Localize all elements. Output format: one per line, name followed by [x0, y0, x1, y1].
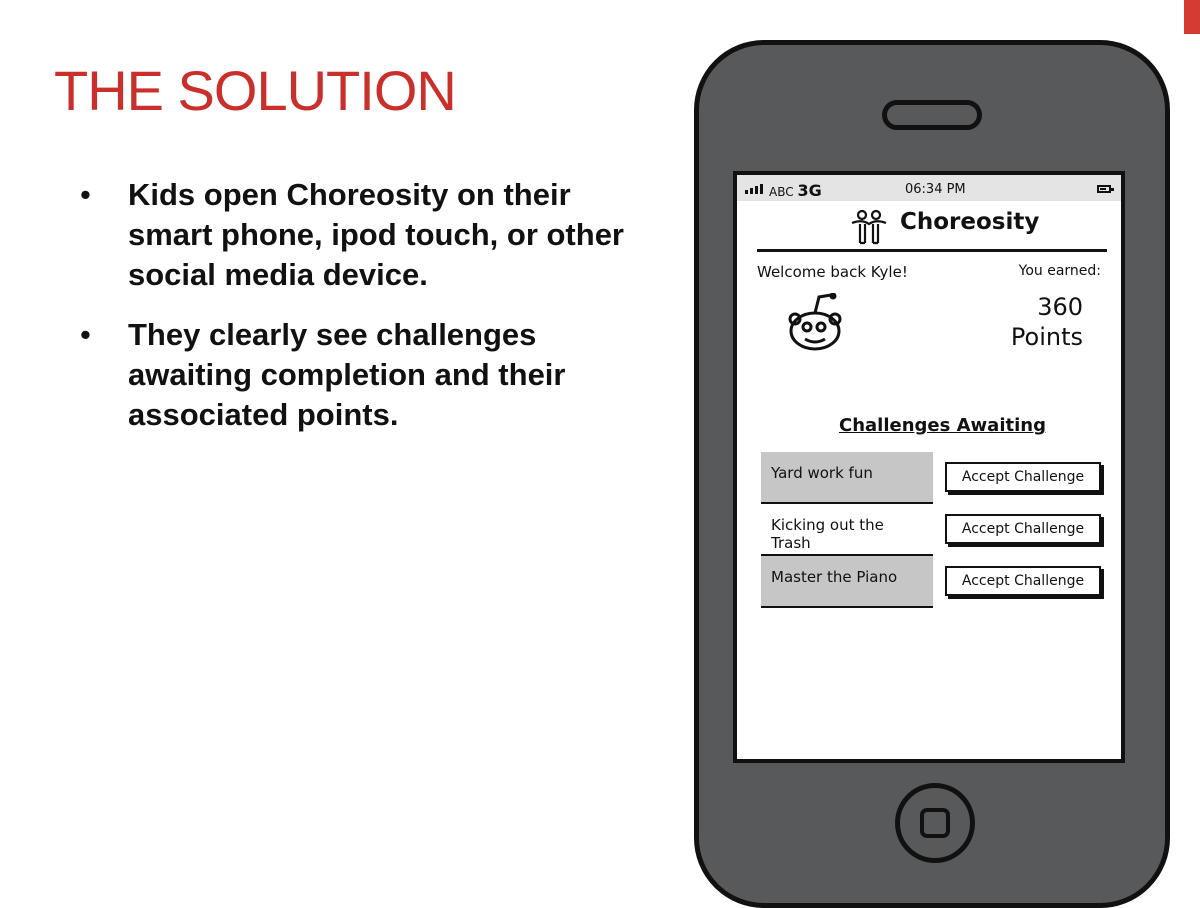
points-unit: Points [1010, 323, 1083, 351]
family-logo-icon [849, 207, 889, 247]
bullet-list [80, 175, 640, 455]
slide-title: THE SOLUTION [54, 59, 456, 122]
bullet-item [80, 175, 640, 295]
status-time: 06:34 PM [905, 182, 966, 197]
challenge-row [761, 556, 1106, 608]
earned-label: You earned: [1018, 263, 1101, 279]
corner-accent-mark [1184, 0, 1200, 34]
challenge-row [761, 504, 1106, 556]
robot-avatar-icon [785, 293, 849, 353]
challenge-name: Yard work fun [761, 452, 933, 504]
phone-screen [733, 171, 1125, 763]
battery-icon [1097, 185, 1111, 193]
challenge-row [761, 452, 1106, 504]
header-divider [757, 249, 1107, 252]
welcome-message: Welcome back Kyle! [757, 263, 908, 281]
bullet-text: Kids open Choreosity on their smart phone, ipod touch, or other social media device. [128, 177, 624, 292]
challenge-name: Kicking out the Trash [761, 504, 933, 556]
status-bar [737, 175, 1121, 201]
challenge-name: Master the Piano [761, 556, 933, 608]
home-button[interactable] [895, 783, 975, 863]
app-title: Choreosity [900, 209, 1040, 235]
bullet-item [80, 315, 640, 435]
carrier-label [769, 181, 822, 200]
accept-challenge-button[interactable]: Accept Challenge [945, 514, 1101, 544]
accept-challenge-button[interactable]: Accept Challenge [945, 462, 1101, 492]
bullet-text: They clearly see challenges awaiting completion and their associated points. [128, 317, 566, 432]
network-type: 3G [797, 181, 822, 200]
signal-strength-icon [745, 184, 763, 194]
home-square-icon [920, 808, 950, 838]
challenges-heading: Challenges Awaiting [839, 415, 1046, 436]
carrier-name: ABC [769, 185, 794, 199]
bullet-glyph: • [80, 317, 91, 352]
accept-challenge-button[interactable]: Accept Challenge [945, 566, 1101, 596]
phone-speaker [882, 100, 982, 130]
bullet-glyph: • [80, 177, 91, 212]
points-value: 360 [1037, 293, 1083, 321]
